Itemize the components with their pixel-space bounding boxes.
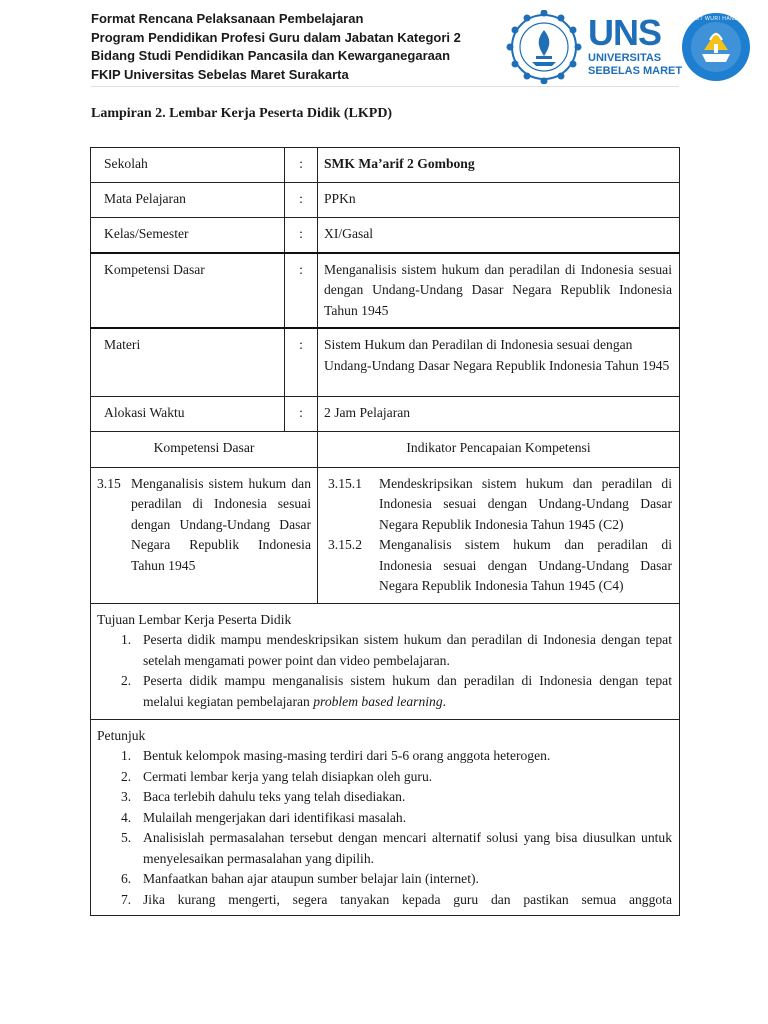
petunjuk-cell bbox=[91, 719, 680, 915]
header-divider bbox=[91, 86, 679, 87]
tujuan-item bbox=[97, 630, 672, 671]
tujuan-row bbox=[91, 603, 680, 719]
list-number: 5. bbox=[121, 830, 132, 845]
petunjuk-item bbox=[97, 787, 672, 808]
indicator-item bbox=[328, 535, 672, 597]
tujuan-item-italic: problem based learning bbox=[313, 693, 443, 709]
petunjuk-item-text: Mulailah mengerjakan dari identifikasi masalah. bbox=[143, 809, 407, 825]
header-line-2: Program Pendidikan Profesi Guru dalam Jabatan Kategori 2 bbox=[91, 29, 461, 45]
identity-value: PPKn bbox=[318, 183, 680, 218]
identity-colon: : bbox=[285, 253, 318, 329]
petunjuk-row bbox=[91, 719, 680, 915]
indicator-number: 3.15.2 bbox=[328, 537, 362, 552]
identity-label: Mata Pelajaran bbox=[91, 183, 285, 218]
identity-value: 2 Jam Pelajaran bbox=[318, 396, 680, 431]
identity-value: Menganalisis sistem hukum dan peradilan di Indonesia sesuai dengan Undang-Undang Dasar Negara Republik Indonesia Tahun 1945 bbox=[318, 253, 680, 329]
identity-row-sekolah bbox=[91, 148, 680, 183]
lampiran-title: Lampiran 2. Lembar Kerja Peserta Didik (LKPD) bbox=[91, 106, 393, 121]
identity-value: XI/Gasal bbox=[318, 218, 680, 253]
identity-label: Kompetensi Dasar bbox=[91, 253, 285, 329]
tujuan-item-tail: . bbox=[442, 693, 447, 709]
list-number: 7. bbox=[121, 891, 132, 907]
petunjuk-item bbox=[97, 890, 672, 911]
uns-word: UNS bbox=[588, 12, 662, 53]
tujuan-item-text: Peserta didik mampu mendeskripsikan sistem hukum dan peradilan di Indonesia dengan tepat setelah mengamati power point dan video pembelajaran. bbox=[143, 632, 672, 668]
petunjuk-item bbox=[97, 767, 672, 788]
document-header bbox=[91, 10, 491, 84]
uns-sub-1: UNIVERSITAS bbox=[588, 52, 662, 64]
identity-row-mapel bbox=[91, 183, 680, 218]
list-number: 2. bbox=[121, 768, 132, 784]
header-line-3: Bidang Studi Pendidikan Pancasila dan Kewarganegaraan bbox=[91, 48, 451, 63]
petunjuk-item bbox=[97, 869, 672, 890]
identity-row-kelas bbox=[91, 218, 680, 253]
lkpd-table bbox=[90, 147, 680, 916]
kd-text: Menganalisis sistem hukum dan peradilan di Indonesia sesuai dengan Undang-Undang Dasar Negara Republik Indonesia Tahun 1945 bbox=[131, 475, 311, 573]
identity-row-kd bbox=[91, 253, 680, 329]
competency-header-row bbox=[91, 431, 680, 467]
identity-colon: : bbox=[285, 218, 318, 253]
uns-sub-2: SEBELAS MARET bbox=[588, 65, 683, 77]
kemdikbud-text: TUT WURI HANDAYANI bbox=[692, 16, 756, 22]
identity-label: Kelas/Semester bbox=[91, 218, 285, 253]
petunjuk-item bbox=[97, 808, 672, 829]
list-number: 6. bbox=[121, 871, 132, 886]
uns-seal-logo bbox=[506, 10, 582, 84]
competency-content-row bbox=[91, 467, 680, 603]
petunjuk-item-text: Bentuk kelompok masing-masing terdiri dari 5-6 orang anggota heterogen. bbox=[143, 748, 551, 763]
tujuan-item-text bbox=[143, 671, 672, 712]
identity-colon: : bbox=[285, 328, 318, 396]
tujuan-list bbox=[97, 630, 672, 712]
identity-label: Sekolah bbox=[91, 148, 285, 183]
indicator-text: Menganalisis sistem hukum dan peradilan di Indonesia sesuai dengan Undang-Undang Dasar Negara Republik Indonesia Tahun 1945 (C4) bbox=[379, 537, 672, 593]
tujuan-cell bbox=[91, 603, 680, 719]
ipk-column-header: Indikator Pencapaian Kompetensi bbox=[318, 431, 680, 467]
petunjuk-item-text: Baca terlebih dahulu teks yang telah disediakan. bbox=[143, 789, 406, 804]
petunjuk-title: Petunjuk bbox=[97, 727, 146, 743]
identity-value: SMK Ma’arif 2 Gombong bbox=[318, 148, 680, 183]
identity-label: Materi bbox=[91, 328, 285, 396]
uns-wordmark bbox=[588, 12, 683, 78]
tujuan-item-text-main: Peserta didik mampu menganalisis sistem hukum dan peradilan di Indonesia dengan tepat melalui kegiatan pembelajaran bbox=[143, 673, 672, 709]
tujuan-title: Tujuan Lembar Kerja Peserta Didik bbox=[97, 611, 292, 627]
identity-colon: : bbox=[285, 396, 318, 431]
petunjuk-item-text: Cermati lembar kerja yang telah disiapkan oleh guru. bbox=[143, 768, 433, 784]
list-number: 1. bbox=[121, 748, 132, 763]
tujuan-item bbox=[97, 671, 672, 712]
petunjuk-item-text: Analisislah permasalahan tersebut dengan mencari alternatif solusi yang bisa diusulkan untuk menyelesaikan permasalahan yang dipilih. bbox=[143, 830, 672, 866]
kd-column-header: Kompetensi Dasar bbox=[91, 431, 318, 467]
identity-label: Alokasi Waktu bbox=[91, 396, 285, 431]
list-number: 4. bbox=[121, 809, 132, 825]
petunjuk-item bbox=[97, 746, 672, 767]
identity-colon: : bbox=[285, 183, 318, 218]
identity-row-alokasi bbox=[91, 396, 680, 431]
identity-colon: : bbox=[285, 148, 318, 183]
indicator-number: 3.15.1 bbox=[328, 475, 362, 491]
ipk-cell bbox=[318, 467, 680, 603]
identity-row-materi bbox=[91, 328, 680, 396]
list-number: 3. bbox=[121, 789, 132, 804]
kd-number: 3.15 bbox=[97, 475, 121, 491]
petunjuk-list bbox=[97, 746, 672, 910]
list-number: 2. bbox=[121, 673, 132, 688]
indicator-text: Mendeskripsikan sistem hukum dan peradilan di Indonesia sesuai dengan Undang-Undang Dasar Negara Republik Indonesia Tahun 1945 (C2) bbox=[379, 475, 672, 532]
list-number: 1. bbox=[121, 632, 132, 647]
header-line-4: FKIP Universitas Sebelas Maret Surakarta bbox=[91, 66, 349, 82]
identity-value: Sistem Hukum dan Peradilan di Indonesia sesuai dengan Undang-Undang Dasar Negara Republik Indonesia Tahun 1945 bbox=[318, 328, 680, 396]
header-line-1: Format Rencana Pelaksanaan Pembelajaran bbox=[91, 11, 364, 26]
petunjuk-item bbox=[97, 828, 672, 869]
petunjuk-item-text: Jika kurang mengerti, segera tanyakan kepada guru dan pastikan semua anggota bbox=[143, 891, 672, 907]
header-logos bbox=[506, 10, 762, 86]
petunjuk-item-text: Manfaatkan bahan ajar ataupun sumber belajar lain (internet). bbox=[143, 871, 479, 886]
indicator-item bbox=[328, 474, 672, 536]
kd-cell bbox=[91, 467, 318, 603]
